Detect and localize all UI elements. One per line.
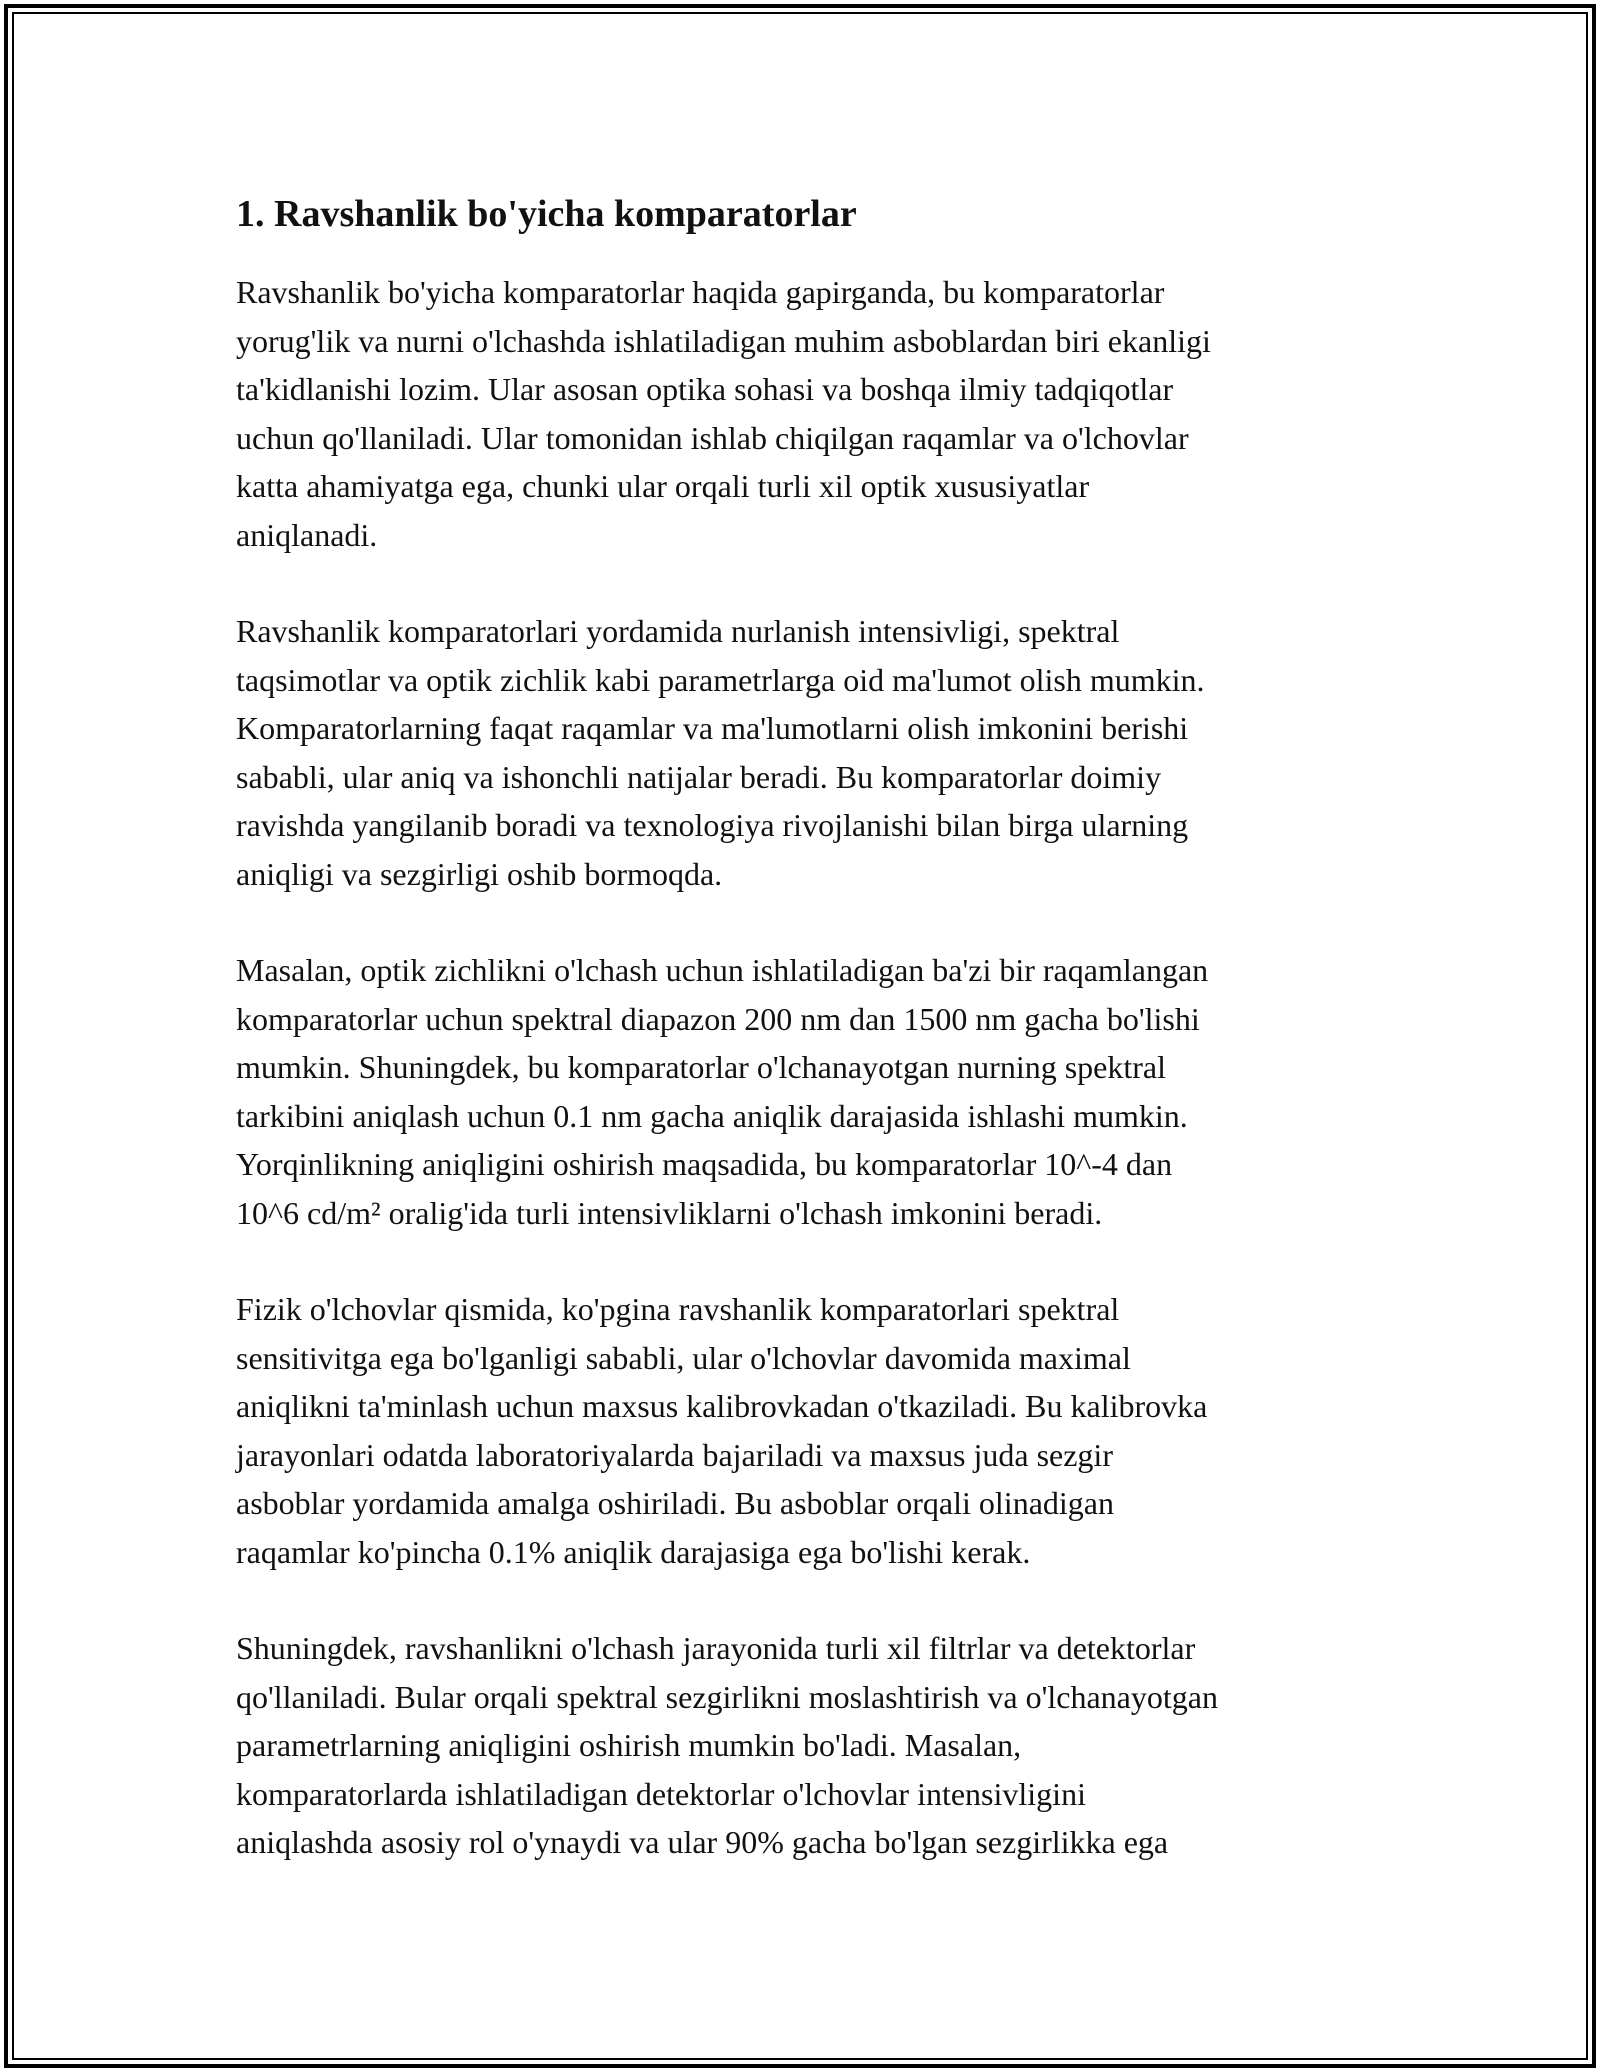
document-body — [236, 186, 1386, 1915]
paragraph-4: Fizik o'lchovlar qismida, ko'pgina ravshanlik komparatorlari spektral sensitivitga ega bo'lganligi sababli, ular o'lchovlar davomida maximal aniqlikni ta'minlash uchun maxsus kalibrovkadan o'tkaziladi. Bu kalibrovka jarayonlari odatda laboratoriyalarda bajariladi va maxsus juda sezgir asboblar yordamida amalga oshiriladi. Bu asboblar orqali olinadigan raqamlar ko'pincha 0.1% aniqlik darajasiga ega bo'lishi kerak. — [236, 1291, 1208, 1570]
paragraph-3: Masalan, optik zichlikni o'lchash uchun ishlatiladigan ba'zi bir raqamlangan komparatorlar uchun spektral diapazon 200 nm dan 1500 nm gacha bo'lishi mumkin. Shuningdek, bu komparatorlar o'lchanayotgan nurning spektral tarkibini aniqlash uchun 0.1 nm gacha aniqlik darajasida ishlashi mumkin. Yorqinlikning aniqligini oshirish maqsadida, bu komparatorlar 10^-4 dan 10^6 cd/m² oralig'ida turli intensivliklarni o'lchash imkonini beradi. — [236, 952, 1209, 1231]
paragraph-1: Ravshanlik bo'yicha komparatorlar haqida gapirganda, bu komparatorlar yorug'lik va nurni o'lchashda ishlatiladigan muhim asboblardan biri ekanligi ta'kidlanishi lozim. Ular asosan optika sohasi va boshqa ilmiy tadqiqotlar uchun qo'llaniladi. Ular tomonidan ishlab chiqilgan raqamlar va o'lchovlar katta ahamiyatga ega, chunki ular orqali turli xil optik xususiyatlar aniqlanadi. — [236, 274, 1211, 553]
paragraph-2: Ravshanlik komparatorlari yordamida nurlanish intensivligi, spektral taqsimotlar va optik zichlik kabi parametrlarga oid ma'lumot olish mumkin. Komparatorlarning faqat raqamlar va ma'lumotlarni olish imkonini berishi sababli, ular aniq va ishonchli natijalar beradi. Bu komparatorlar doimiy ravishda yangilanib boradi va texnologiya rivojlanishi bilan birga ularning aniqligi va sezgirligi oshib bormoqda. — [236, 613, 1205, 892]
section-heading: 1. Ravshanlik bo'yicha komparatorlar — [236, 193, 857, 235]
paragraph-5: Shuningdek, ravshanlikni o'lchash jarayonida turli xil filtrlar va detektorlar qo'llaniladi. Bular orqali spektral sezgirlikni moslashtirish va o'lchanayotgan parametrlarning aniqligini oshirish mumkin bo'ladi. Masalan, komparatorlarda ishlatiladigan detektorlar o'lchovlar intensivligini aniqlashda asosiy rol o'ynaydi va ular 90% gacha bo'lgan sezgirlikka ega — [236, 1630, 1218, 1860]
